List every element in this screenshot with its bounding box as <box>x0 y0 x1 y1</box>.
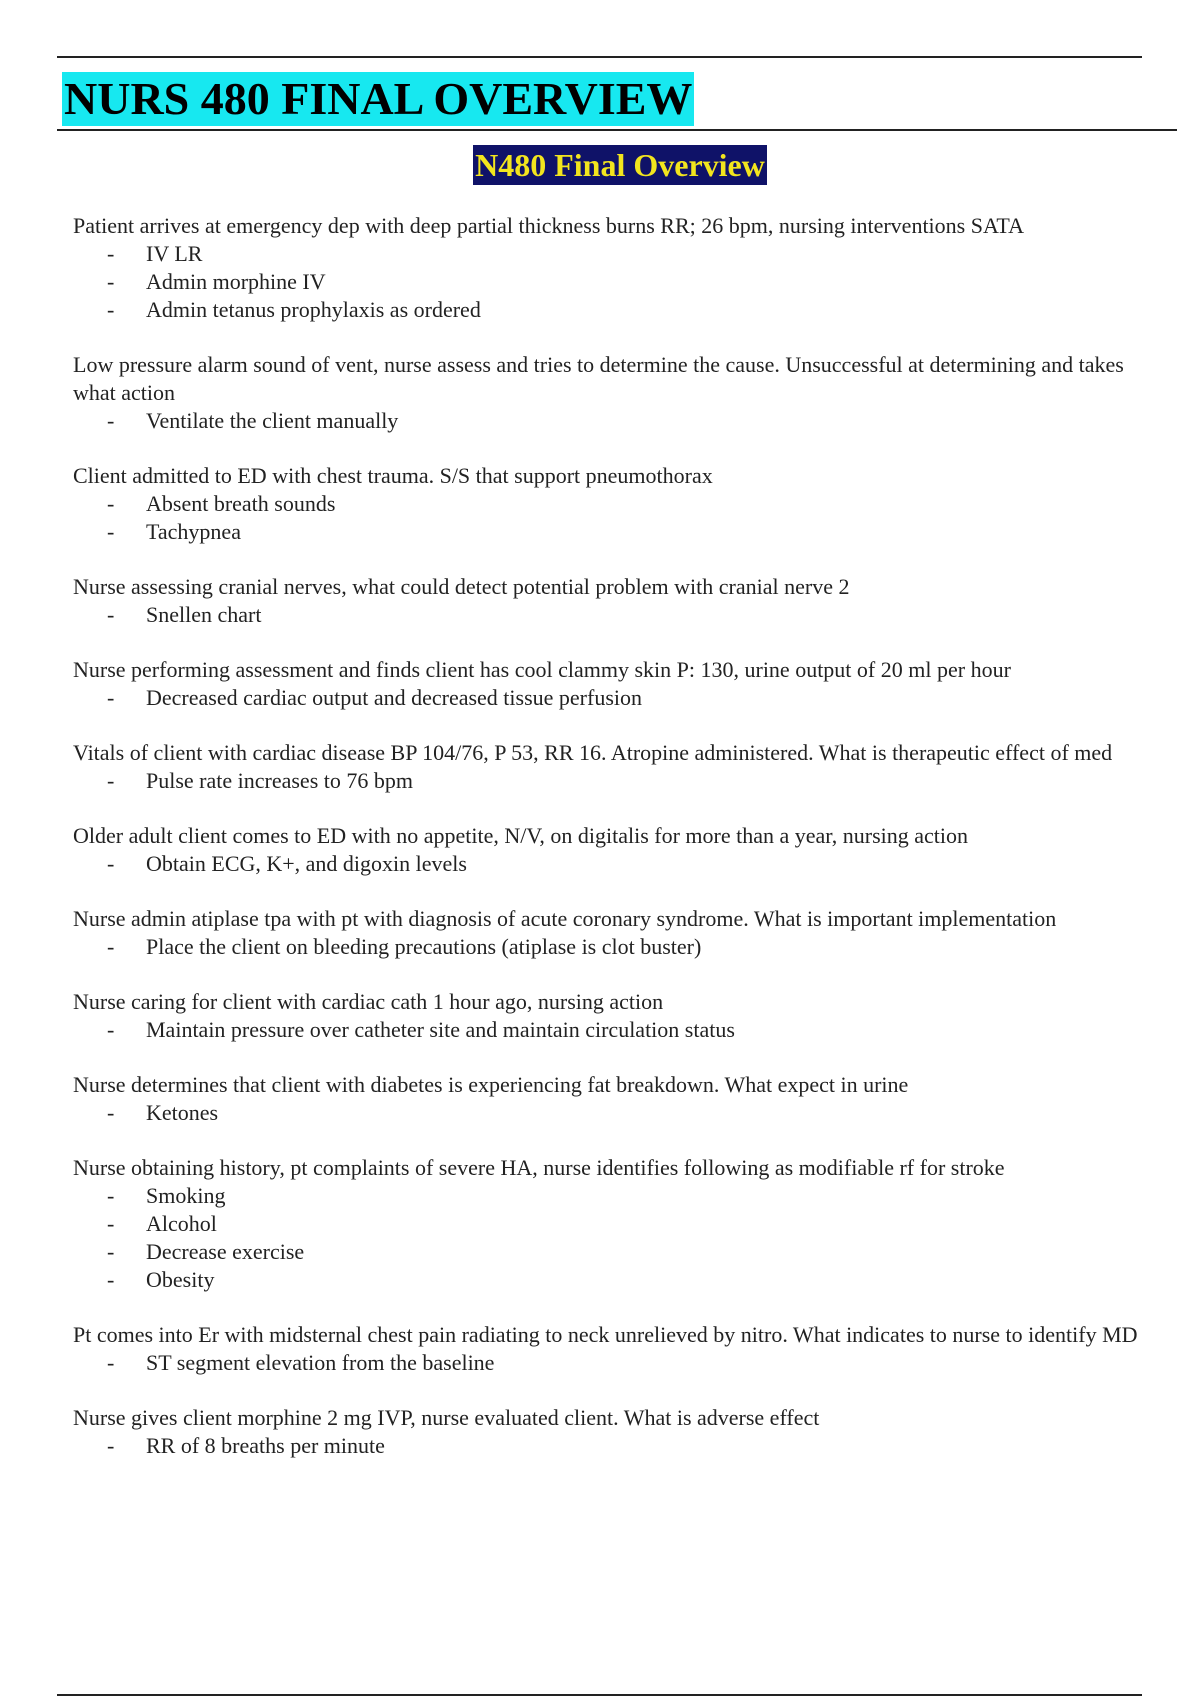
answer-text: Pulse rate increases to 76 bpm <box>146 768 413 793</box>
answer-list <box>73 1349 1163 1377</box>
question-text: Nurse obtaining history, pt complaints of severe HA, nurse identifies following as modifiable rf for stroke <box>73 1155 1005 1180</box>
answer-list <box>73 407 1163 435</box>
bullet-dash: - <box>107 685 115 710</box>
answer-item <box>73 767 1163 795</box>
answer-text: Smoking <box>146 1183 226 1208</box>
question-block <box>73 739 1163 795</box>
question-text: Nurse assessing cranial nerves, what could detect potential problem with cranial nerve 2 <box>73 574 850 599</box>
question-block <box>73 351 1163 435</box>
document-subtitle: N480 Final Overview <box>475 147 765 183</box>
question-text: Nurse performing assessment and finds client has cool clammy skin P: 130, urine output of 20 ml per hour <box>73 657 1011 682</box>
bottom-rule <box>57 1694 1142 1696</box>
answer-text: Alcohol <box>146 1211 217 1236</box>
answer-text: Obesity <box>146 1267 215 1292</box>
question-block <box>73 212 1163 324</box>
bullet-dash: - <box>107 1239 115 1264</box>
answer-item <box>73 1266 1163 1294</box>
question-text: Client admitted to ED with chest trauma. S/S that support pneumothorax <box>73 463 713 488</box>
answer-text: Place the client on bleeding precautions (atiplase is clot buster) <box>146 934 702 959</box>
answer-list <box>73 684 1163 712</box>
bullet-dash: - <box>107 1267 115 1292</box>
answer-list <box>73 1432 1163 1460</box>
bullet-dash: - <box>107 934 115 959</box>
question-block <box>73 822 1163 878</box>
question-block <box>73 656 1163 712</box>
bullet-dash: - <box>107 1100 115 1125</box>
title-rule <box>57 129 1177 131</box>
question-text: Nurse caring for client with cardiac cath 1 hour ago, nursing action <box>73 989 664 1014</box>
answer-item <box>73 1210 1163 1238</box>
bullet-dash: - <box>107 1017 115 1042</box>
bullet-dash: - <box>107 1433 115 1458</box>
answer-item <box>73 684 1163 712</box>
answer-list <box>73 1016 1163 1044</box>
answer-text: IV LR <box>146 241 203 266</box>
answer-item <box>73 268 1163 296</box>
question-block <box>73 1404 1163 1460</box>
answer-item <box>73 1432 1163 1460</box>
bullet-dash: - <box>107 768 115 793</box>
question-block <box>73 905 1163 961</box>
answer-text: Tachypnea <box>146 519 241 544</box>
answer-list <box>73 601 1163 629</box>
answer-text: Decreased cardiac output and decreased tissue perfusion <box>146 685 642 710</box>
bullet-dash: - <box>107 241 115 266</box>
question-text: Pt comes into Er with midsternal chest pain radiating to neck unrelieved by nitro. What indicates to nurse to identify MD <box>73 1322 1138 1347</box>
question-block <box>73 988 1163 1044</box>
answer-list <box>73 767 1163 795</box>
question-text: Patient arrives at emergency dep with deep partial thickness burns RR; 26 bpm, nursing interventions SATA <box>73 213 1024 238</box>
bullet-dash: - <box>107 1350 115 1375</box>
answer-text: Ketones <box>146 1100 219 1125</box>
answer-text: RR of 8 breaths per minute <box>146 1433 385 1458</box>
answer-list <box>73 240 1163 324</box>
question-block <box>73 1154 1163 1294</box>
answer-text: Ventilate the client manually <box>146 408 399 433</box>
answer-item <box>73 490 1163 518</box>
bullet-dash: - <box>107 519 115 544</box>
answer-item <box>73 1349 1163 1377</box>
question-block <box>73 1071 1163 1127</box>
question-list <box>73 212 1163 1487</box>
answer-text: Obtain ECG, K+, and digoxin levels <box>146 851 467 876</box>
top-rule <box>57 56 1142 58</box>
subtitle-container <box>0 145 1200 185</box>
bullet-dash: - <box>107 851 115 876</box>
answer-text: Absent breath sounds <box>146 491 336 516</box>
question-block <box>73 573 1163 629</box>
question-text: Low pressure alarm sound of vent, nurse assess and tries to determine the cause. Unsuccessful at determining and takes what action <box>73 352 1124 405</box>
bullet-dash: - <box>107 491 115 516</box>
answer-list <box>73 850 1163 878</box>
answer-text: Admin morphine IV <box>146 269 326 294</box>
question-text: Older adult client comes to ED with no appetite, N/V, on digitalis for more than a year, nursing action <box>73 823 968 848</box>
question-block <box>73 462 1163 546</box>
answer-text: Decrease exercise <box>146 1239 305 1264</box>
answer-text: Snellen chart <box>146 602 262 627</box>
answer-item <box>73 601 1163 629</box>
answer-item <box>73 296 1163 324</box>
answer-item <box>73 1182 1163 1210</box>
question-text: Vitals of client with cardiac disease BP 104/76, P 53, RR 16. Atropine administered. What is therapeutic effect of med <box>73 740 1113 765</box>
answer-list <box>73 1099 1163 1127</box>
answer-text: ST segment elevation from the baseline <box>146 1350 495 1375</box>
answer-item <box>73 240 1163 268</box>
answer-item <box>73 850 1163 878</box>
question-text: Nurse admin atiplase tpa with pt with diagnosis of acute coronary syndrome. What is important implementation <box>73 906 1057 931</box>
document-title: NURS 480 FINAL OVERVIEW <box>64 73 693 124</box>
answer-list <box>73 933 1163 961</box>
answer-list <box>73 1182 1163 1294</box>
answer-item <box>73 1099 1163 1127</box>
bullet-dash: - <box>107 1183 115 1208</box>
answer-text: Maintain pressure over catheter site and maintain circulation status <box>146 1017 735 1042</box>
bullet-dash: - <box>107 408 115 433</box>
answer-item <box>73 933 1163 961</box>
answer-item <box>73 407 1163 435</box>
answer-item <box>73 1238 1163 1266</box>
bullet-dash: - <box>107 602 115 627</box>
bullet-dash: - <box>107 297 115 322</box>
answer-item <box>73 518 1163 546</box>
question-block <box>73 1321 1163 1377</box>
bullet-dash: - <box>107 269 115 294</box>
answer-item <box>73 1016 1163 1044</box>
question-text: Nurse gives client morphine 2 mg IVP, nurse evaluated client. What is adverse effect <box>73 1405 820 1430</box>
answer-text: Admin tetanus prophylaxis as ordered <box>146 297 481 322</box>
question-text: Nurse determines that client with diabetes is experiencing fat breakdown. What expect in urine <box>73 1072 909 1097</box>
bullet-dash: - <box>107 1211 115 1236</box>
answer-list <box>73 490 1163 546</box>
